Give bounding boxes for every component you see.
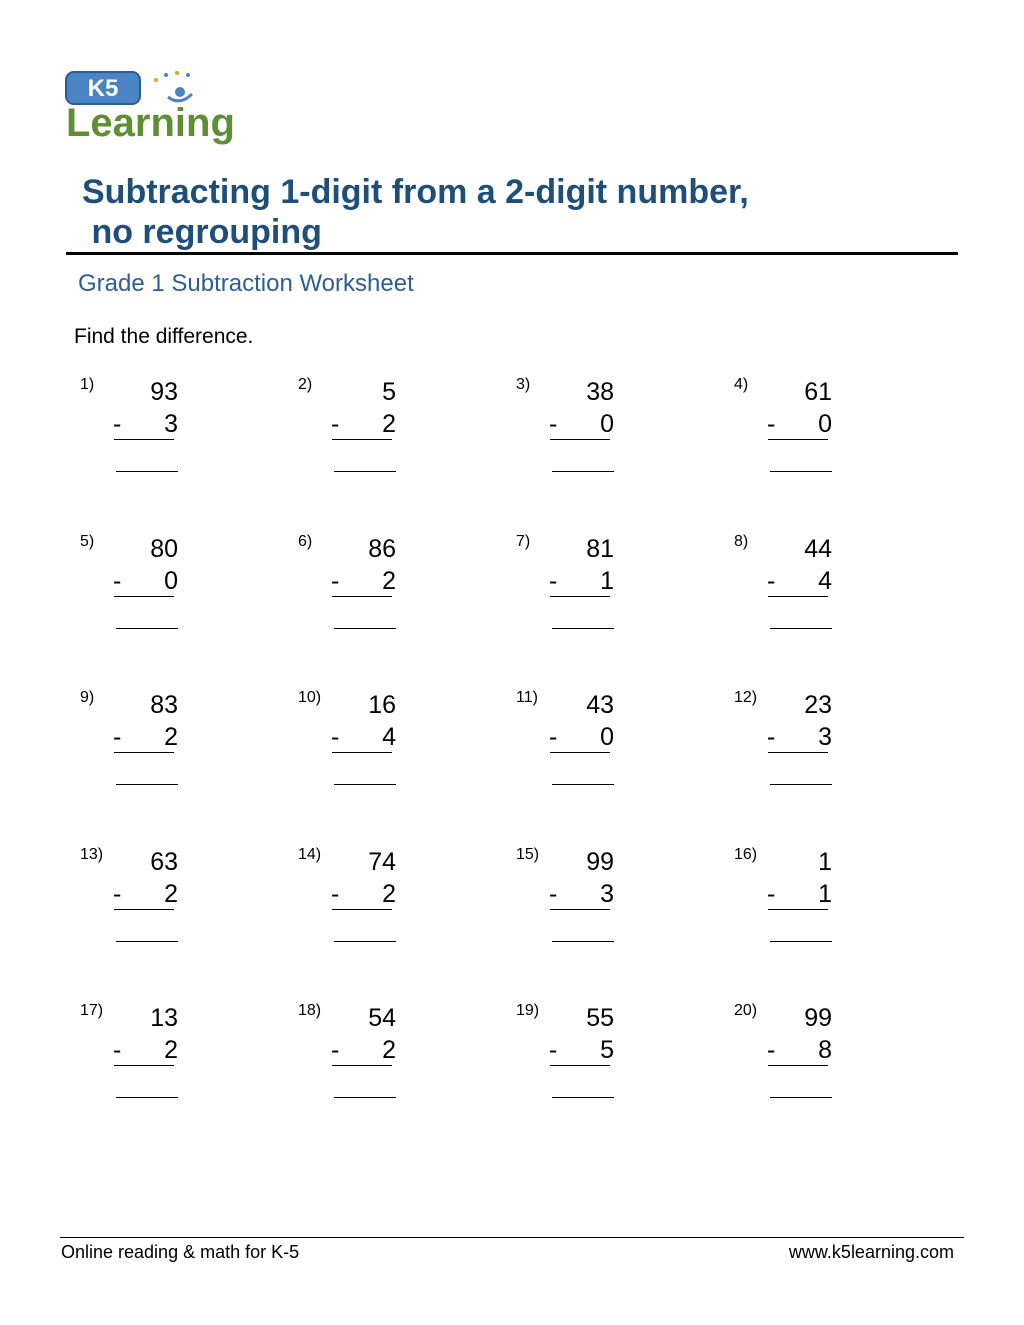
subtrahend: 4 (382, 723, 396, 751)
problem-5 (80, 533, 280, 653)
minuend: 1 (818, 848, 832, 876)
problem-16 (734, 846, 934, 966)
minuend: 55 (586, 1004, 614, 1032)
problem-9 (80, 689, 280, 809)
operand-rule (332, 752, 392, 753)
problem-number: 6) (298, 533, 313, 550)
subtrahend: 0 (600, 410, 614, 438)
problem-number: 13) (80, 846, 104, 863)
minuend: 38 (586, 378, 614, 406)
answer-line[interactable] (552, 941, 614, 942)
subtrahend: 2 (382, 567, 396, 595)
answer-line[interactable] (334, 941, 396, 942)
problem-10 (298, 689, 498, 809)
minuend: 44 (804, 535, 832, 563)
minuend: 5 (382, 378, 396, 406)
answer-line[interactable] (334, 471, 396, 472)
operand-rule (550, 752, 610, 753)
problem-number: 9) (80, 689, 95, 706)
minuend: 23 (804, 691, 832, 719)
answer-line[interactable] (334, 1097, 396, 1098)
subtrahend: 3 (818, 723, 832, 751)
problem-15 (516, 846, 716, 966)
minuend: 83 (150, 691, 178, 719)
problem-number: 7) (516, 533, 531, 550)
subtrahend: 2 (164, 723, 178, 751)
subtrahend: 8 (818, 1036, 832, 1064)
problem-number: 4) (734, 376, 749, 393)
minus-sign: - (113, 410, 122, 438)
problem-8 (734, 533, 934, 653)
operand-rule (114, 439, 174, 440)
k5-learning-logo (64, 64, 250, 146)
problem-number: 3) (516, 376, 531, 393)
minuend: 43 (586, 691, 614, 719)
operand-rule (114, 909, 174, 910)
operand-rule (768, 596, 828, 597)
problem-number: 2) (298, 376, 313, 393)
minuend: 61 (804, 378, 832, 406)
subtrahend: 1 (600, 567, 614, 595)
problem-number: 14) (298, 846, 322, 863)
problem-1 (80, 376, 280, 496)
minus-sign: - (549, 410, 558, 438)
subtrahend: 3 (164, 410, 178, 438)
operand-rule (332, 1065, 392, 1066)
page-title (82, 172, 749, 252)
minuend: 80 (150, 535, 178, 563)
operand-rule (332, 439, 392, 440)
subtrahend: 2 (164, 880, 178, 908)
minus-sign: - (549, 567, 558, 595)
subtrahend: 0 (600, 723, 614, 751)
operand-rule (768, 439, 828, 440)
operand-rule (768, 909, 828, 910)
answer-line[interactable] (770, 1097, 832, 1098)
answer-line[interactable] (770, 784, 832, 785)
minuend: 54 (368, 1004, 396, 1032)
minus-sign: - (113, 723, 122, 751)
problem-13 (80, 846, 280, 966)
problem-12 (734, 689, 934, 809)
footer-divider (60, 1237, 964, 1238)
minus-sign: - (549, 1036, 558, 1064)
minus-sign: - (113, 1036, 122, 1064)
minuend: 74 (368, 848, 396, 876)
minus-sign: - (113, 880, 122, 908)
answer-line[interactable] (116, 941, 178, 942)
minuend: 63 (150, 848, 178, 876)
subtrahend: 4 (818, 567, 832, 595)
problem-number: 18) (298, 1002, 322, 1019)
problem-number: 5) (80, 533, 95, 550)
answer-line[interactable] (770, 628, 832, 629)
operand-rule (550, 909, 610, 910)
problem-7 (516, 533, 716, 653)
problem-3 (516, 376, 716, 496)
minuend: 99 (586, 848, 614, 876)
answer-line[interactable] (552, 471, 614, 472)
minuend: 86 (368, 535, 396, 563)
subtrahend: 3 (600, 880, 614, 908)
answer-line[interactable] (770, 941, 832, 942)
answer-line[interactable] (552, 1097, 614, 1098)
operand-rule (550, 1065, 610, 1066)
answer-line[interactable] (334, 784, 396, 785)
answer-line[interactable] (116, 784, 178, 785)
page-title-line-2: no regrouping (82, 213, 322, 251)
minus-sign: - (331, 723, 340, 751)
operand-rule (768, 752, 828, 753)
problem-20 (734, 1002, 934, 1122)
minus-sign: - (549, 880, 558, 908)
operand-rule (114, 752, 174, 753)
subtrahend: 0 (164, 567, 178, 595)
page-title-line-1: Subtracting 1-digit from a 2-digit number, (82, 173, 749, 211)
answer-line[interactable] (552, 628, 614, 629)
problem-number: 12) (734, 689, 758, 706)
operand-rule (114, 596, 174, 597)
subtrahend: 2 (164, 1036, 178, 1064)
minus-sign: - (767, 1036, 776, 1064)
minus-sign: - (331, 880, 340, 908)
worksheet-subtitle: Grade 1 Subtraction Worksheet (78, 270, 414, 297)
operand-rule (332, 596, 392, 597)
minus-sign: - (549, 723, 558, 751)
minuend: 81 (586, 535, 614, 563)
minus-sign: - (331, 410, 340, 438)
problem-2 (298, 376, 498, 496)
answer-line[interactable] (116, 471, 178, 472)
footer-url[interactable]: www.k5learning.com (788, 1242, 954, 1262)
minus-sign: - (331, 1036, 340, 1064)
problem-number: 16) (734, 846, 758, 863)
problem-11 (516, 689, 716, 809)
subtrahend: 2 (382, 1036, 396, 1064)
answer-line[interactable] (770, 471, 832, 472)
minus-sign: - (767, 410, 776, 438)
problem-number: 20) (734, 1002, 758, 1019)
problem-number: 17) (80, 1002, 104, 1019)
operand-rule (114, 1065, 174, 1066)
instructions: Find the difference. (74, 325, 254, 348)
title-divider (66, 252, 958, 255)
logo-learning-text: Learning (66, 101, 235, 145)
minuend: 99 (804, 1004, 832, 1032)
subtrahend: 5 (600, 1036, 614, 1064)
answer-line[interactable] (116, 628, 178, 629)
minus-sign: - (113, 567, 122, 595)
problem-number: 11) (516, 689, 538, 706)
answer-line[interactable] (116, 1097, 178, 1098)
problem-number: 8) (734, 533, 749, 550)
subtrahend: 2 (382, 880, 396, 908)
problem-6 (298, 533, 498, 653)
problem-number: 1) (80, 376, 95, 393)
answer-line[interactable] (334, 628, 396, 629)
minuend: 93 (150, 378, 178, 406)
problem-18 (298, 1002, 498, 1122)
problem-number: 19) (516, 1002, 540, 1019)
minus-sign: - (767, 567, 776, 595)
problem-17 (80, 1002, 280, 1122)
problem-19 (516, 1002, 716, 1122)
minus-sign: - (767, 880, 776, 908)
problem-number: 15) (516, 846, 540, 863)
minus-sign: - (767, 723, 776, 751)
problem-4 (734, 376, 934, 496)
operand-rule (550, 596, 610, 597)
minus-sign: - (331, 567, 340, 595)
problem-14 (298, 846, 498, 966)
minuend: 16 (368, 691, 396, 719)
operand-rule (550, 439, 610, 440)
logo-k5-text: K5 (87, 75, 119, 102)
subtrahend: 1 (818, 880, 832, 908)
minuend: 13 (150, 1004, 178, 1032)
operand-rule (768, 1065, 828, 1066)
subtrahend: 2 (382, 410, 396, 438)
operand-rule (332, 909, 392, 910)
answer-line[interactable] (552, 784, 614, 785)
subtrahend: 0 (818, 410, 832, 438)
footer-tagline: Online reading & math for K-5 (61, 1242, 300, 1262)
problem-number: 10) (298, 689, 322, 706)
